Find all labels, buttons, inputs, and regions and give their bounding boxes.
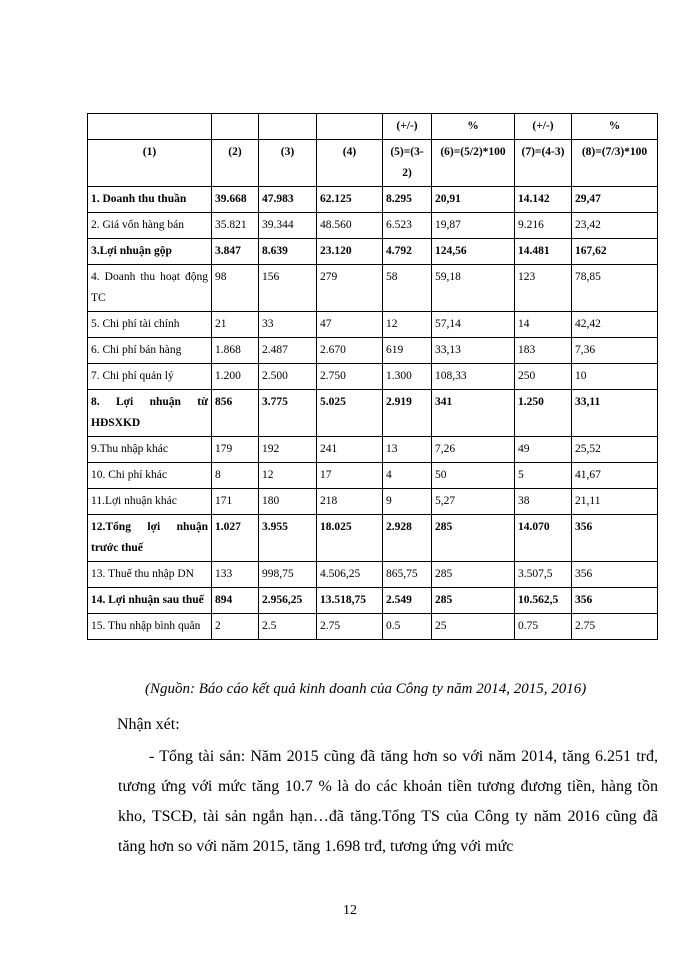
row-label-cell: 1. Doanh thu thuần [88,187,212,213]
value-cell: 3.955 [259,515,317,562]
value-cell: 78,85 [572,265,658,312]
value-cell: 0.5 [383,614,432,640]
value-cell: 2.750 [317,364,383,390]
value-cell: 4.506,25 [317,562,383,588]
value-cell: 19,87 [432,213,515,239]
value-cell: 1.027 [212,515,259,562]
value-cell: 23.120 [317,239,383,265]
value-cell: 2.75 [572,614,658,640]
value-cell: 6.523 [383,213,432,239]
table-row [88,239,658,265]
value-cell: 42,42 [572,312,658,338]
value-cell: 14.481 [515,239,572,265]
value-cell: 133 [212,562,259,588]
value-cell: 241 [317,437,383,463]
value-cell: 279 [317,265,383,312]
header-cell: (+/-) [515,114,572,140]
table-row [88,614,658,640]
value-cell: 47.983 [259,187,317,213]
value-cell: 35.821 [212,213,259,239]
header-cell: (5)=(3-2) [383,140,432,187]
row-label-cell: 15. Thu nhập bình quân [88,614,212,640]
value-cell: 108,33 [432,364,515,390]
value-cell: 25,52 [572,437,658,463]
value-cell: 29,47 [572,187,658,213]
value-cell: 156 [259,265,317,312]
value-cell: 41,67 [572,463,658,489]
table-row [88,588,658,614]
value-cell: 183 [515,338,572,364]
value-cell: 179 [212,437,259,463]
value-cell: 1.300 [383,364,432,390]
value-cell: 23,42 [572,213,658,239]
financial-results-table [87,113,658,640]
value-cell: 20,91 [432,187,515,213]
value-cell: 2.919 [383,390,432,437]
value-cell: 1.868 [212,338,259,364]
table-row [88,437,658,463]
value-cell: 10.562,5 [515,588,572,614]
header-cell: (8)=(7/3)*100 [572,140,658,187]
table-row [88,187,658,213]
table-row [88,213,658,239]
value-cell: 2.549 [383,588,432,614]
row-label-cell: 5. Chi phí tài chính [88,312,212,338]
value-cell: 285 [432,562,515,588]
header-cell: (+/-) [383,114,432,140]
value-cell: 59,18 [432,265,515,312]
value-cell: 998,75 [259,562,317,588]
value-cell: 341 [432,390,515,437]
value-cell: 356 [572,588,658,614]
value-cell: 58 [383,265,432,312]
value-cell: 2.75 [317,614,383,640]
header-cell: (1) [88,140,212,187]
row-label-cell: 2. Giá vốn hàng bán [88,213,212,239]
value-cell: 49 [515,437,572,463]
header-cell [317,114,383,140]
table-row [88,562,658,588]
value-cell: 1.200 [212,364,259,390]
value-cell: 2.956,25 [259,588,317,614]
header-cell [259,114,317,140]
value-cell: 2 [212,614,259,640]
row-label-cell: 11.Lợi nhuận khác [88,489,212,515]
row-label-cell: 8. Lợi nhuận từ HĐSXKD [88,390,212,437]
value-cell: 4 [383,463,432,489]
row-label-cell: 10. Chi phí khác [88,463,212,489]
value-cell: 98 [212,265,259,312]
page-number: 12 [343,903,357,918]
value-cell: 47 [317,312,383,338]
value-cell: 12 [259,463,317,489]
value-cell: 285 [432,588,515,614]
value-cell: 2.5 [259,614,317,640]
value-cell: 7,26 [432,437,515,463]
row-label-cell: 12.Tổng lợi nhuận trước thuế [88,515,212,562]
value-cell: 5.025 [317,390,383,437]
value-cell: 48.560 [317,213,383,239]
value-cell: 14.070 [515,515,572,562]
value-cell: 356 [572,562,658,588]
value-cell: 0.75 [515,614,572,640]
value-cell: 2.670 [317,338,383,364]
value-cell: 33,11 [572,390,658,437]
header-cell: % [572,114,658,140]
value-cell: 39.668 [212,187,259,213]
table-row [88,515,658,562]
value-cell: 8 [212,463,259,489]
row-label-cell: 7. Chi phí quản lý [88,364,212,390]
value-cell: 18.025 [317,515,383,562]
table-header-row [88,140,658,187]
value-cell: 9 [383,489,432,515]
table-row [88,338,658,364]
value-cell: 13 [383,437,432,463]
table-source-note: (Nguồn: Báo cáo kết quả kinh doanh của Công ty năm 2014, 2015, 2016) [145,681,587,697]
value-cell: 2.928 [383,515,432,562]
header-cell: (4) [317,140,383,187]
value-cell: 14 [515,312,572,338]
header-cell: (7)=(4-3) [515,140,572,187]
header-cell [212,114,259,140]
value-cell: 250 [515,364,572,390]
value-cell: 10 [572,364,658,390]
row-label-cell: 14. Lợi nhuận sau thuế [88,588,212,614]
comment-paragraph: - Tổng tài sản: Năm 2015 cũng đã tăng hơn so với năm 2014, tăng 6.251 trđ, tương ứng với mức tăng 10.7 % là do các khoản tiền tương đương tiền, hàng tồn kho, TSCĐ, tài sản ngắn hạn…đã tăng.Tổng TS của Công ty năm 2016 cũng đã tăng hơn so với năm 2015, tăng 1.698 trđ, tương ứng với mức [118,748,658,855]
value-cell: 21,11 [572,489,658,515]
value-cell: 12 [383,312,432,338]
header-cell: % [432,114,515,140]
value-cell: 171 [212,489,259,515]
row-label-cell: 3.Lợi nhuận gộp [88,239,212,265]
row-label-cell: 4. Doanh thu hoạt động TC [88,265,212,312]
table-row [88,463,658,489]
value-cell: 3.847 [212,239,259,265]
row-label-cell: 9.Thu nhập khác [88,437,212,463]
value-cell: 180 [259,489,317,515]
value-cell: 17 [317,463,383,489]
value-cell: 3.775 [259,390,317,437]
value-cell: 33 [259,312,317,338]
value-cell: 2.500 [259,364,317,390]
value-cell: 14.142 [515,187,572,213]
value-cell: 8.639 [259,239,317,265]
value-cell: 57,14 [432,312,515,338]
row-label-cell: 6. Chi phí bán hàng [88,338,212,364]
value-cell: 124,56 [432,239,515,265]
value-cell: 13.518,75 [317,588,383,614]
value-cell: 3.507,5 [515,562,572,588]
value-cell: 1.250 [515,390,572,437]
header-cell: (6)=(5/2)*100 [432,140,515,187]
value-cell: 5,27 [432,489,515,515]
value-cell: 7,36 [572,338,658,364]
table-row [88,390,658,437]
value-cell: 5 [515,463,572,489]
value-cell: 856 [212,390,259,437]
value-cell: 2.487 [259,338,317,364]
value-cell: 123 [515,265,572,312]
value-cell: 619 [383,338,432,364]
table-header-row [88,114,658,140]
table-row [88,489,658,515]
value-cell: 33,13 [432,338,515,364]
value-cell: 356 [572,515,658,562]
value-cell: 8.295 [383,187,432,213]
value-cell: 25 [432,614,515,640]
header-cell: (3) [259,140,317,187]
header-cell: (2) [212,140,259,187]
value-cell: 50 [432,463,515,489]
row-label-cell: 13. Thuế thu nhập DN [88,562,212,588]
value-cell: 285 [432,515,515,562]
table-row [88,265,658,312]
value-cell: 167,62 [572,239,658,265]
financial-table-container [87,113,657,640]
table-row [88,312,658,338]
value-cell: 865,75 [383,562,432,588]
comment-heading: Nhận xét: [117,716,180,733]
value-cell: 218 [317,489,383,515]
value-cell: 39.344 [259,213,317,239]
value-cell: 62.125 [317,187,383,213]
value-cell: 38 [515,489,572,515]
value-cell: 192 [259,437,317,463]
table-row [88,364,658,390]
value-cell: 9.216 [515,213,572,239]
value-cell: 4.792 [383,239,432,265]
header-cell [88,114,212,140]
value-cell: 21 [212,312,259,338]
value-cell: 894 [212,588,259,614]
